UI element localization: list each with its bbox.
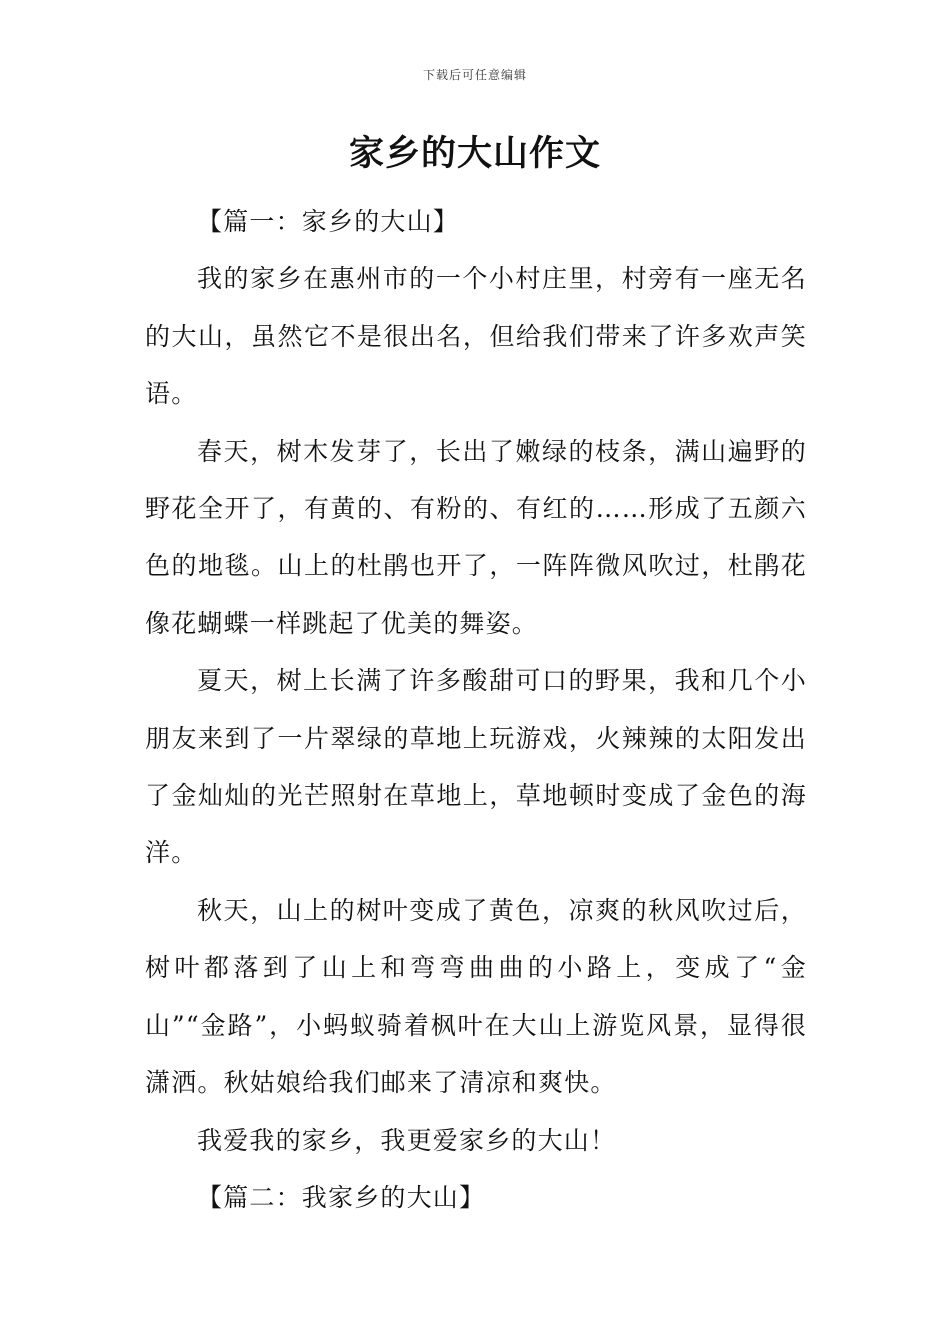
header-note: 下载后可任意编辑 (422, 68, 527, 82)
paragraph-summer: 夏天，树上长满了许多酸甜可口的野果，我和几个小朋友来到了一片翠绿的草地上玩游戏，火辣辣的太阳发出了金灿灿的光芒照射在草地上，草地顿时变成了金色的海洋。 (145, 666, 807, 868)
paragraph-conclusion: 我爱我的家乡，我更爱家乡的大山！ (197, 1125, 617, 1155)
section-heading-1: 【篇一：家乡的大山】 (197, 207, 460, 236)
paragraph-spring: 春天，树木发芽了，长出了嫩绿的枝条，满山遍野的野花全开了，有黄的、有粉的、有红的……形成了五颜六色的地毯。山上的杜鹃也开了，一阵阵微风吹过，杜鹃花像花蝴蝶一样跳起了优美的舞姿。 (145, 436, 807, 638)
document-title: 家乡的大山作文 (348, 134, 601, 174)
paragraph-intro: 我的家乡在惠州市的一个小村庄里，村旁有一座无名的大山，虽然它不是很出名，但给我们带来了许多欢声笑语。 (145, 264, 807, 409)
document-body (145, 193, 807, 1226)
paragraph-autumn: 秋天，山上的树叶变成了黄色，凉爽的秋风吹过后，树叶都落到了山上和弯弯曲曲的小路上，变成了“金山”“金路”，小蚂蚁骑着枫叶在大山上游览风景，显得很潇洒。秋姑娘给我们邮来了清凉和爽快。 (145, 895, 807, 1098)
section-heading-2: 【篇二：我家乡的大山】 (197, 1182, 486, 1212)
